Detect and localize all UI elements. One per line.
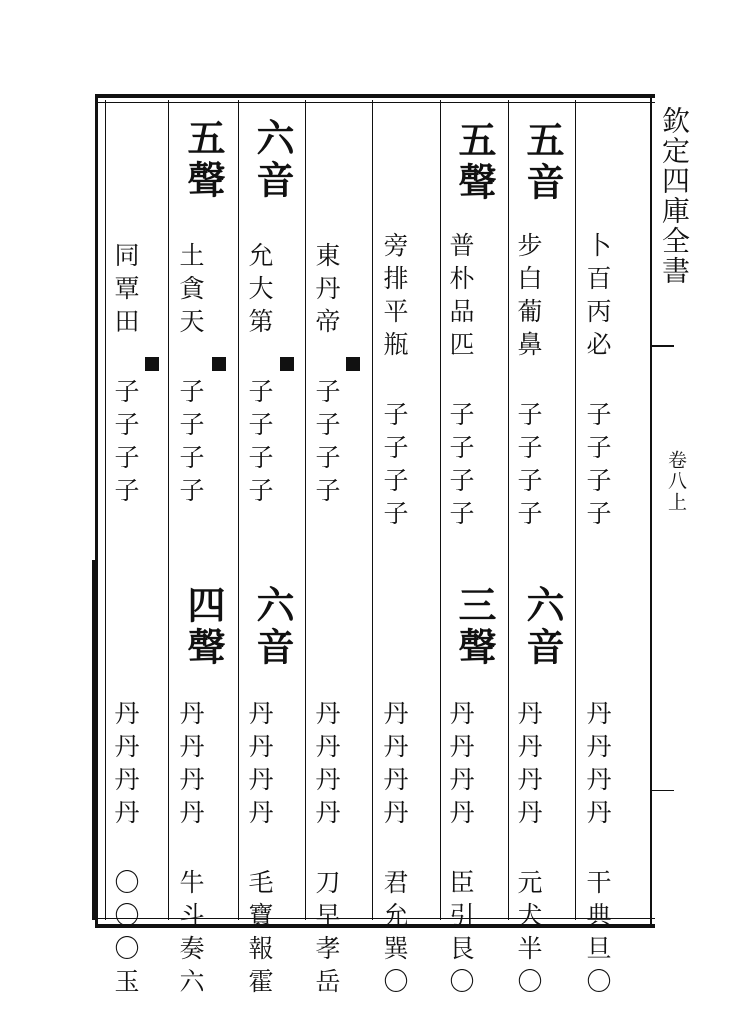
column-divider xyxy=(105,100,106,920)
column-3-bottom-text: 丹丹丹丹 臣引艮〇 xyxy=(446,700,475,1001)
column-divider xyxy=(238,100,239,920)
black-square-mark xyxy=(145,357,159,371)
column-divider xyxy=(440,100,441,920)
column-divider xyxy=(168,100,169,920)
column-7-top-text: 土貪天 子子子子 xyxy=(176,242,205,510)
column-3-bottom-heading: 三聲 xyxy=(452,585,497,669)
margin-mark xyxy=(652,790,674,791)
column-7-bottom-text: 丹丹丹丹 牛斗奏六 xyxy=(176,700,205,1001)
right-border xyxy=(650,96,652,926)
column-8-top-text: 同覃田 子子子子 xyxy=(111,242,140,510)
column-1-top-text: 卜百丙必 子子子子 xyxy=(583,232,612,533)
top-border-thin xyxy=(95,102,655,103)
column-divider xyxy=(508,100,509,920)
black-square-mark xyxy=(346,357,360,371)
column-2-top-heading: 五音 xyxy=(520,120,565,204)
column-7-bottom-heading: 四聲 xyxy=(181,585,226,669)
column-2-top-text: 步白葡鼻 子子子子 xyxy=(514,232,543,533)
column-divider xyxy=(372,100,373,920)
column-2-bottom-text: 丹丹丹丹 元犬半〇 xyxy=(514,700,543,1001)
top-border-thick xyxy=(95,94,655,98)
column-6-top-text: 允大第 子子子子 xyxy=(245,242,274,510)
margin-mark xyxy=(652,345,674,347)
column-2-bottom-heading: 六音 xyxy=(520,585,565,669)
column-4-bottom-text: 丹丹丹丹 君允巽〇 xyxy=(380,700,409,1001)
column-8-bottom-text: 丹丹丹丹 〇〇〇玉 xyxy=(111,700,140,1001)
column-5-top-text: 東丹帝 子子子子 xyxy=(312,242,341,510)
column-5-bottom-text: 丹丹丹丹 刀早孝岳 xyxy=(312,700,341,1001)
column-divider xyxy=(575,100,576,920)
column-6-top-heading: 六音 xyxy=(250,118,295,202)
column-4-top-text: 旁排平瓶 子子子子 xyxy=(380,232,409,533)
left-border-mark xyxy=(92,560,98,920)
column-3-top-heading: 五聲 xyxy=(452,120,497,204)
column-6-bottom-text: 丹丹丹丹 毛寶報霍 xyxy=(245,700,274,1001)
column-3-top-text: 普朴品匹 子子子子 xyxy=(446,232,475,533)
margin-book-title: 欽定四庫全書 xyxy=(658,106,691,286)
column-6-bottom-heading: 六音 xyxy=(250,585,295,669)
column-7-top-heading: 五聲 xyxy=(181,118,226,202)
column-divider xyxy=(305,100,306,920)
column-1-bottom-text: 丹丹丹丹 干典旦〇 xyxy=(583,700,612,1001)
black-square-mark xyxy=(280,357,294,371)
black-square-mark xyxy=(212,357,226,371)
margin-juan-number: 卷八上 xyxy=(665,450,687,513)
